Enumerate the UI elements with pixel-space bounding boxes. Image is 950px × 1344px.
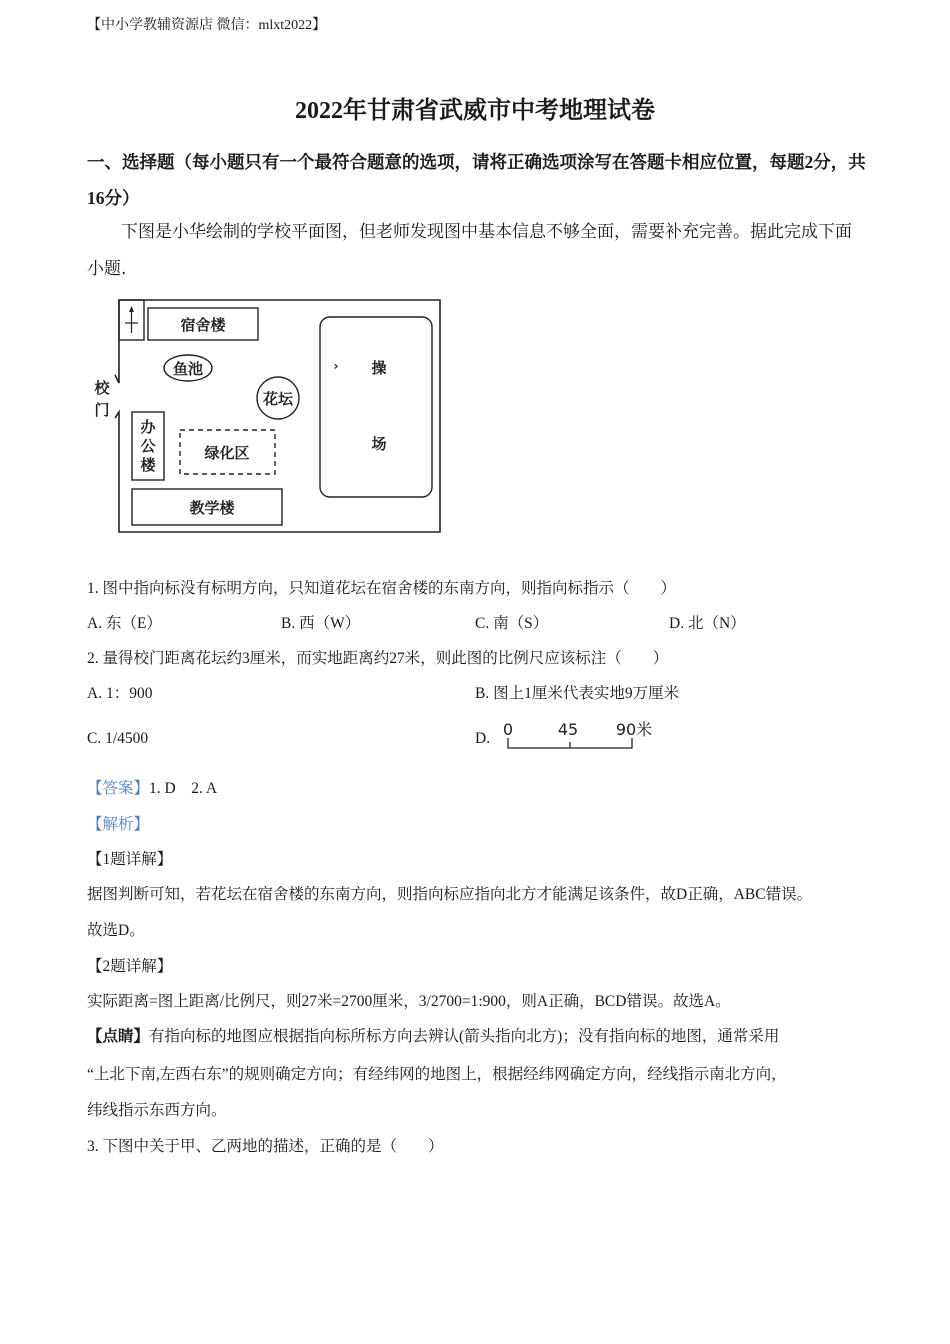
detail-2-label: 【2题详解】 [87, 958, 173, 975]
detail-1-line-1: 据图判断可知，若花坛在宿舍楼的东南方向，则指向标应指向北方才能满足该条件，故D正确，ABC错误。 [87, 886, 813, 903]
flower-bed-label: 花坛 [262, 390, 294, 408]
detail-1-label: 【1题详解】 [87, 851, 173, 868]
pointer-arrow-head [129, 306, 134, 312]
q2-option-a: A. 1：900 [87, 685, 153, 702]
section-heading: 一、选择题（每小题只有一个最符合题意的选项，请将正确选项涂写在答题卡相应位置，每题2分，共16分） [87, 152, 866, 208]
dormitory-label: 宿舍楼 [180, 316, 226, 334]
q2-option-b: B. 图上1厘米代表实地9万厘米 [475, 685, 680, 702]
header-note: 【中小学教辅资源店 微信：mlxt2022】 [87, 18, 327, 33]
answer-text: 1. D 2. A [149, 780, 218, 797]
tip-line-3: 纬线指示东西方向。 [87, 1102, 227, 1119]
playground-box [320, 317, 432, 497]
tip-label: 【点睛】 [87, 1028, 150, 1045]
question-1-stem: 1. 图中指向标没有标明方向，只知道花坛在宿舍楼的东南方向，则指向标指示（ ） [87, 580, 677, 597]
tip-line-2: “上北下南,左西右东”的规则确定方向；有经纬网的地图上，根据经纬网确定方向，经线指示南北方向， [87, 1066, 787, 1083]
school-gate-label-1: 校 [94, 379, 110, 397]
scale-label-90: 90米 [615, 720, 653, 739]
tip-line-1 [87, 1024, 779, 1046]
office-label-3: 楼 [140, 456, 156, 474]
office-label-2: 公 [140, 437, 156, 455]
teaching-building-label: 教学楼 [189, 499, 235, 517]
tip-text-1: 有指向标的地图应根据指向标所标方向去辨认(箭头指向北方)；没有指向标的地图，通常采用 [149, 1028, 780, 1045]
q1-option-c: C. 南（S） [475, 615, 549, 632]
q2-option-d: D. [475, 730, 491, 747]
q2-option-c: C. 1/4500 [87, 730, 149, 747]
q1-option-a: A. 东（E） [87, 615, 162, 632]
playground-label-2: 场 [371, 435, 387, 453]
playground-label-1: 操 [371, 359, 387, 377]
playground-mark: › [333, 359, 339, 373]
question-3-stem: 3. 下图中关于甲、乙两地的描述，正确的是（ ） [87, 1138, 444, 1155]
page-title: 2022年甘肃省武威市中考地理试卷 [295, 98, 655, 124]
office-label-1: 办 [140, 418, 156, 436]
scale-bar [500, 718, 660, 752]
q1-option-d: D. 北（N） [669, 615, 746, 632]
intro-paragraph: 下图是小华绘制的学校平面图，但老师发现图中基本信息不够全面，需要补充完善。据此完成下面小题. [87, 222, 852, 279]
analysis-label: 【解析】 [87, 816, 150, 833]
question-2-stem: 2. 量得校门距离花坛约3厘米，而实地距离约27米，则此图的比例尺应该标注（ ） [87, 650, 669, 667]
q1-option-b: B. 西（W） [281, 615, 361, 632]
fish-pond-label: 鱼池 [172, 360, 204, 378]
scale-label-0: 0 [502, 720, 514, 739]
detail-2-line-1: 实际距离=图上距离/比例尺，则27米=2700厘米，3/2700=1:900，则A正确，BCD错误。故选A。 [87, 993, 731, 1010]
school-plan-map [90, 295, 445, 540]
answer-line [87, 776, 217, 798]
answer-label: 【答案】 [87, 780, 150, 797]
scale-label-45: 45 [557, 720, 579, 739]
school-gate-label-2: 门 [94, 401, 110, 419]
green-area-label: 绿化区 [204, 444, 250, 462]
detail-1-line-2: 故选D。 [87, 922, 145, 939]
